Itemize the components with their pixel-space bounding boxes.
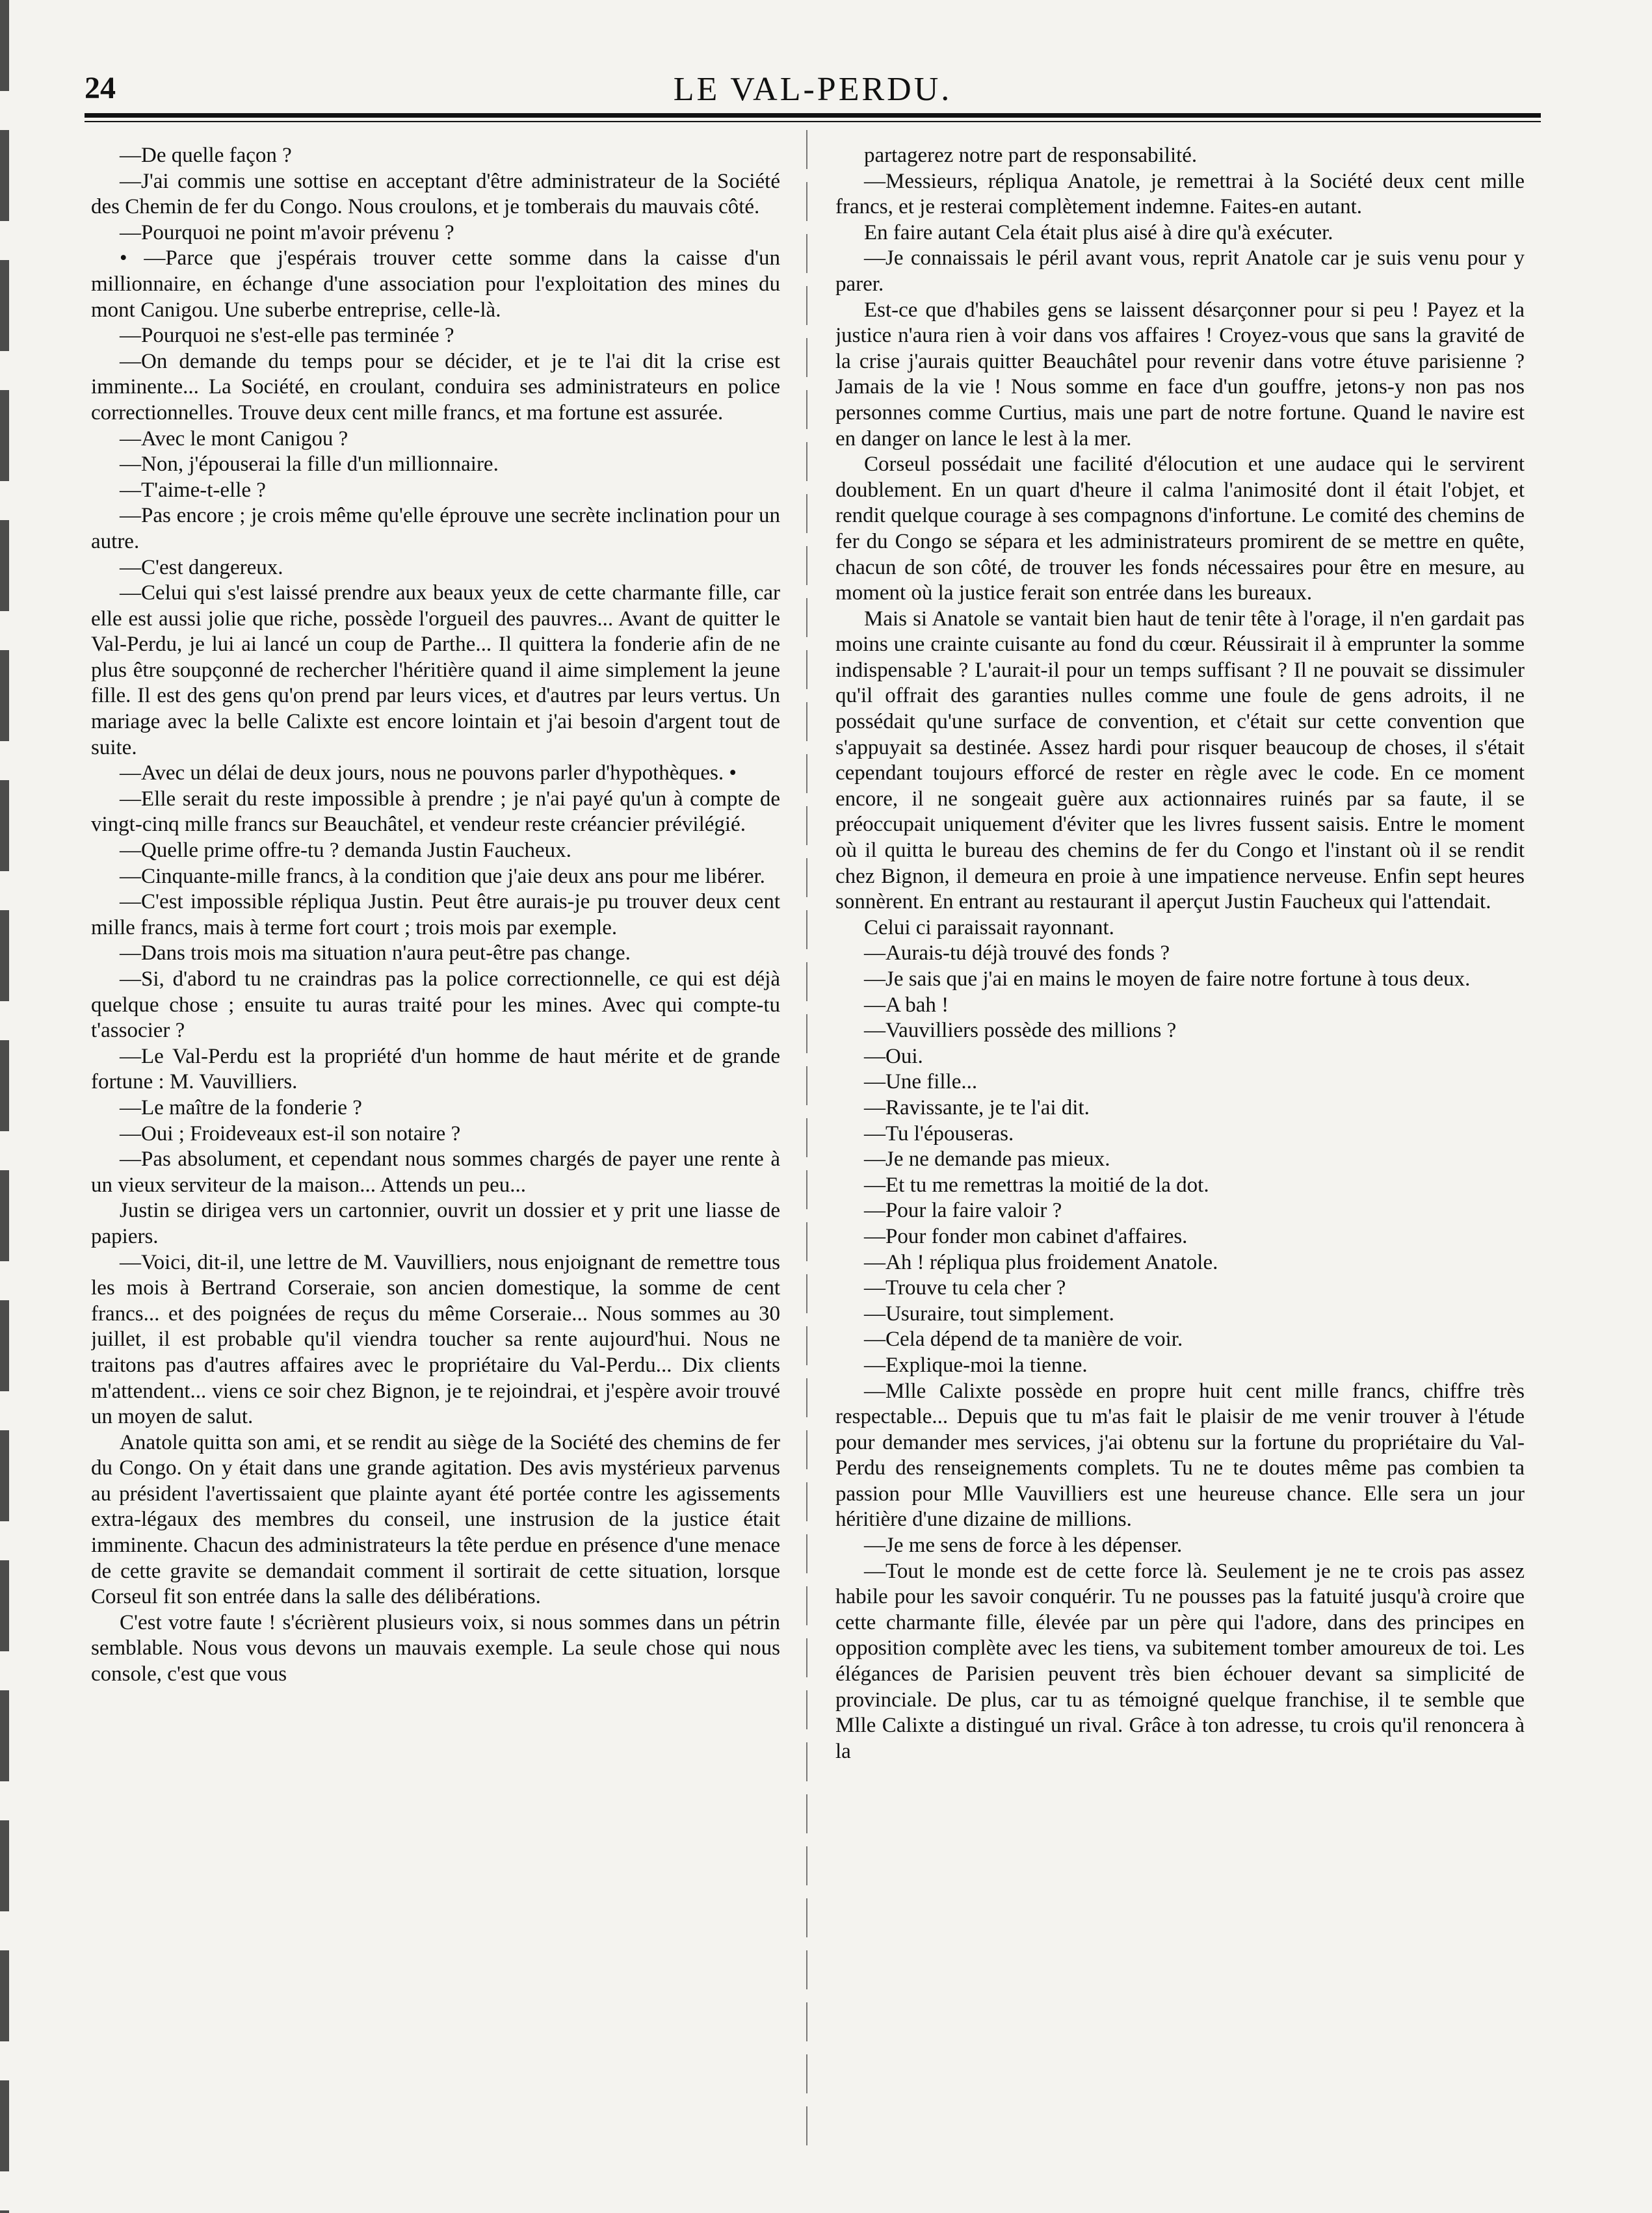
- paragraph: —Elle serait du reste impossible à prendre ; je n'ai payé qu'un à compte de vingt-cinq mille francs sur Beauchâtel, et vendeur reste créancier prévilégié.: [91, 787, 780, 837]
- paragraph: —Non, j'épouserai la fille d'un millionnaire.: [120, 452, 499, 477]
- paragraph: —Messieurs, répliqua Anatole, je remettrai à la Société deux cent mille francs, et je resterai complètement indemne. Faites-en autant.: [835, 169, 1525, 219]
- paragraph: partagerez notre part de responsabilité.: [864, 144, 1198, 167]
- paragraph: —De quelle façon ?: [120, 144, 292, 167]
- paragraph: Corseul possédait une facilité d'élocution et une audace qui le servirent doublement. En un quart d'heure il calma l'animosité dont il était l'objet, et rendit quelque courage à ses compagnons d'infortune. Le comité des chemins de fer du Congo se sépara et les administrateurs promirent de se mettre en quête, chacun de son côté, de trouver les fonds nécessaires pour être en mesure, au moment où la justice ferait son entrée dans les bureaux.: [835, 452, 1525, 605]
- paragraph: Est-ce que d'habiles gens se laissent désarçonner pour si peu ! Payez et la justice n'aura rien à voir dans vos affaires ! Croyez-vous que sans la gravité de la crise j'aurais quitter Beauchâtel pour revenir dans votre étuve parisienne ? Jamais de la vie ! Nous somme en face d'un gouffre, jetons-y non pas nos personnes comme Curtius, mais une part de notre fortune. Quand le navire est en danger on lance le lest à la mer.: [835, 298, 1525, 451]
- left-column: [91, 143, 780, 2171]
- paragraph: Mais si Anatole se vantait bien haut de tenir tête à l'orage, il n'en gardait pas moins une crainte cuisante au fond du cœur. Réussirait il à emprunter la somme indispensable ? L'aurait-il pour un temps suffisant ? Il ne pouvait se dissimuler qu'il offrait des garanties nulles comme une foule de gens adroits, il ne possédait qu'une surface de convention, et c'était sur cette convention que s'appuyait sa destinée. Assez hardi pour risquer beaucoup de choses, il s'était cependant toujours efforcé de rester en règle avec le code. En ce moment encore, il ne songeait guère aux actionnaires ruinés par sa faute, il se préoccupait uniquement d'éviter que les livres fussent saisis. Entre le moment où il quitta le bureau des chemins de fer du Congo et l'instant où il se rendit chez Bignon, il demeura en proie à une impatience nerveuse. Enfin sept heures sonnèrent. En entrant au restaurant il aperçut Justin Faucheux qui l'attendait.: [835, 607, 1525, 914]
- paragraph: —Explique-moi la tienne.: [864, 1353, 1088, 1377]
- paragraph: —Cinquante-mille francs, à la condition que j'aie deux ans pour me libérer.: [120, 864, 765, 888]
- paragraph: —C'est impossible répliqua Justin. Peut être aurais-je pu trouver deux cent mille francs, mais à terme fort court ; trois mois par exemple.: [91, 890, 780, 939]
- paragraph: —C'est dangereux.: [120, 555, 283, 579]
- paragraph: —Je sais que j'ai en mains le moyen de faire notre fortune à tous deux.: [864, 967, 1471, 991]
- paragraph: —Pas absolument, et cependant nous sommes chargés de payer une rente à un vieux serviteur de la maison... Attends un peu...: [91, 1147, 780, 1197]
- paragraph: —Je connaissais le péril avant vous, reprit Anatole car je suis venu pour y parer.: [835, 246, 1525, 296]
- paragraph: —Si, d'abord tu ne craindras pas la police correctionnelle, ce qui est déjà quelque chose ; ensuite tu auras traité pour les mines. Avec qui compte-tu t'associer ?: [91, 967, 780, 1043]
- paragraph: —Usuraire, tout simplement.: [864, 1302, 1114, 1326]
- header-rule-thick: [85, 113, 1541, 118]
- paragraph: —Pour fonder mon cabinet d'affaires.: [864, 1224, 1188, 1248]
- header-rule-thin: [85, 121, 1541, 122]
- paragraph: —J'ai commis une sottise en acceptant d'être administrateur de la Société des Chemin de fer du Congo. Nous croulons, et je tomberais du mauvais côté.: [91, 169, 780, 219]
- paragraph: —Trouve tu cela cher ?: [864, 1276, 1066, 1300]
- paragraph: —Ah ! répliqua plus froidement Anatole.: [864, 1250, 1218, 1274]
- page-number: 24: [85, 71, 116, 105]
- paragraph: —Oui ; Froideveaux est-il son notaire ?: [120, 1121, 461, 1146]
- paragraph: En faire autant Cela était plus aisé à dire qu'à exécuter.: [864, 220, 1333, 244]
- paragraph: —Mlle Calixte possède en propre huit cent mille francs, chiffre très respectable... Depuis que tu m'as fait le plaisir de me venir trouver à l'étude pour demander mes services, j'ai obtenu sur la fortune du propriétaire du Val-Perdu des renseignements complets. Tu ne te doutes même pas combien ta passion pour Mlle Vauvilliers est une heureuse chance. Elle sera un jour héritière d'une dizaine de millions.: [835, 1379, 1525, 1532]
- paragraph: —On demande du temps pour se décider, et je te l'ai dit la crise est imminente... La Société, en croulant, conduira ses administrateurs en police correctionnelles. Trouve deux cent mille francs, et ma fortune est assurée.: [91, 349, 780, 425]
- paragraph: —Dans trois mois ma situation n'aura peut-être pas change.: [120, 941, 631, 965]
- paragraph: —Avec un délai de deux jours, nous ne pouvons parler d'hypothèques. •: [120, 761, 737, 785]
- paragraph: —Ravissante, je te l'ai dit.: [864, 1095, 1090, 1120]
- paragraph: —Le maître de la fonderie ?: [120, 1095, 362, 1120]
- paragraph: —Cela dépend de ta manière de voir.: [864, 1328, 1183, 1352]
- paragraph: —T'aime-t-elle ?: [120, 478, 266, 502]
- page-edge-shadow: [0, 0, 9, 2213]
- running-title: LE VAL-PERDU.: [673, 71, 952, 108]
- paragraph: —Pourquoi ne s'est-elle pas terminée ?: [120, 324, 454, 348]
- paragraph: —Une fille...: [864, 1070, 978, 1094]
- paragraph: —Je me sens de force à les dépenser.: [864, 1534, 1183, 1558]
- paragraph: Celui ci paraissait rayonnant.: [864, 915, 1114, 939]
- paragraph: —Le Val-Perdu est la propriété d'un homme de haut mérite et de grande fortune : M. Vauvilliers.: [91, 1044, 780, 1094]
- paragraph: —A bah !: [864, 993, 949, 1017]
- paragraph: —Et tu me remettras la moitié de la dot.: [864, 1173, 1209, 1197]
- paragraph: —Tout le monde est de cette force là. Seulement je ne te crois pas assez habile pour les savoir conquérir. Tu ne pousses pas la fatuité jusqu'à croire que cette charmante fille, élevée par un père qui l'adore, dans des principes en opposition complète avec les tiens, va subitement tomber amoureux de toi. Les élégances de Parisien peuvent très bien échouer devant sa simplicité de provinciale. De plus, car tu as témoigné quelque franchise, il te semble que Mlle Calixte a distingué un rival. Grâce à ton adresse, tu crois qu'il renoncera à la: [835, 1559, 1525, 1763]
- page-header: [85, 70, 1541, 109]
- paragraph: —Voici, dit-il, une lettre de M. Vauvilliers, nous enjoignant de remettre tous les mois à Bertrand Corseraie, son ancien domestique, la somme de cent francs... et des poignées de reçus du même Corseraie... Nous sommes au 30 juillet, il est probable qu'il viendra toucher sa rente aujourd'hui. Nous ne traitons pas d'autres affaires avec le propriétaire du Val-Perdu... Dix clients m'attendent... viens ce soir chez Bignon, je te rejoindrai, et j'espère avoir trouvé un moyen de salut.: [91, 1250, 780, 1429]
- paragraph: • —Parce que j'espérais trouver cette somme dans la caisse d'un millionnaire, en échange d'une association pour l'exploitation des mines du mont Canigou. Une suberbe entreprise, celle-là.: [91, 246, 780, 322]
- column-divider: [806, 130, 807, 2158]
- paragraph: —Pourquoi ne point m'avoir prévenu ?: [120, 220, 454, 244]
- paragraph: —Celui qui s'est laissé prendre aux beaux yeux de cette charmante fille, car elle est aussi jolie que riche, possède l'orgueil des pauvres... Avant de quitter le Val-Perdu, je lui ai lancé un coup de Parthe... Il quittera la fonderie afin de ne plus être soupçonné de rechercher l'héritière quand il aime simplement la jeune fille. Il est des gens qu'on prend par leurs vices, et d'autres par leurs vertus. Un mariage avec la belle Calixte est encore lointain et j'ai besoin d'argent tout de suite.: [91, 581, 780, 759]
- paragraph: —Oui.: [864, 1044, 923, 1068]
- paragraph: —Pour la faire valoir ?: [864, 1199, 1062, 1223]
- right-column: [835, 143, 1525, 2171]
- paragraph: —Je ne demande pas mieux.: [864, 1147, 1110, 1172]
- paragraph: Justin se dirigea vers un cartonnier, ouvrit un dossier et y prit une liasse de papiers.: [91, 1199, 780, 1248]
- paragraph: Anatole quitta son ami, et se rendit au siège de la Société des chemins de fer du Congo. On y était dans une grande agitation. Des avis mystérieux parvenus au président l'avertissaient que plainte ayant été portée contre les agissements extra-légaux des membres du conseil, une instrusion de la justice était imminente. Chacun des administrateurs la tête perdue en présence d'une menace de cette gravite se demandait comment il sortirait de cette situation, lorsque Corseul fit son entrée dans la salle des délibérations.: [91, 1430, 780, 1609]
- paragraph: —Tu l'épouseras.: [864, 1121, 1014, 1146]
- paragraph: C'est votre faute ! s'écrièrent plusieurs voix, si nous sommes dans un pétrin semblable. Nous vous devons un mauvais exemple. La seule chose qui nous console, c'est que vous: [91, 1610, 780, 1686]
- paragraph: —Aurais-tu déjà trouvé des fonds ?: [864, 941, 1170, 965]
- paragraph: —Vauvilliers possède des millions ?: [864, 1019, 1177, 1043]
- paragraph: —Pas encore ; je crois même qu'elle éprouve une secrète inclination pour un autre.: [91, 504, 780, 553]
- paragraph: —Quelle prime offre-tu ? demanda Justin Faucheux.: [120, 839, 571, 863]
- paragraph: —Avec le mont Canigou ?: [120, 426, 348, 451]
